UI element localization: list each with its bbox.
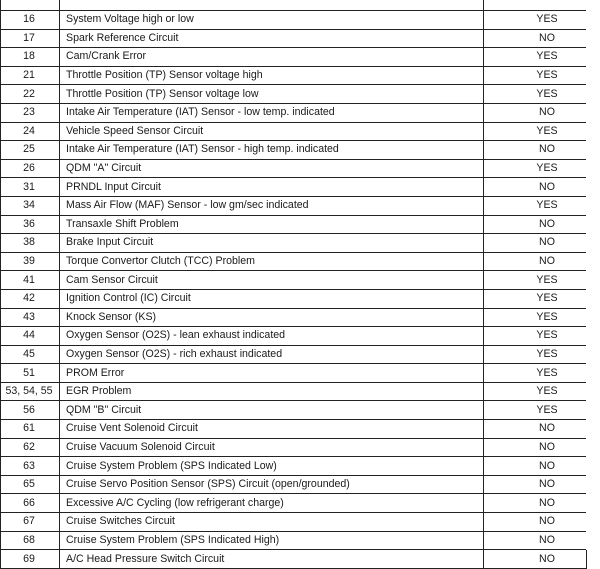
description-cell: Excessive A/C Cycling (low refrigerant charge) (60, 494, 484, 513)
description-cell: Cam Sensor Circuit (60, 271, 484, 290)
code-cell: 45 (1, 345, 60, 364)
mil-cell: NO (484, 531, 587, 550)
code-cell: 67 (1, 513, 60, 532)
table-row (1, 48, 587, 67)
table-row (1, 29, 587, 48)
code-cell: 61 (1, 420, 60, 439)
mil-cell: YES (484, 308, 587, 327)
code-cell: 41 (1, 271, 60, 290)
table-row (1, 475, 587, 494)
table-row (1, 66, 587, 85)
description-cell: Cruise Vacuum Solenoid Circuit (60, 438, 484, 457)
mil-cell: YES (484, 85, 587, 104)
mil-cell: YES (484, 122, 587, 141)
mil-cell: YES (484, 289, 587, 308)
code-cell: 62 (1, 438, 60, 457)
code-cell: 42 (1, 289, 60, 308)
code-cell: 43 (1, 308, 60, 327)
mil-cell: NO (484, 438, 587, 457)
code-cell: 39 (1, 252, 60, 271)
table-row (1, 382, 587, 401)
mil-cell: YES (484, 11, 587, 30)
mil-cell: NO (484, 513, 587, 532)
description-cell: Cruise System Problem (SPS Indicated Low) (60, 457, 484, 476)
table-row (1, 364, 587, 383)
description-cell: Intake Air Temperature (IAT) Sensor - low temp. indicated (60, 103, 484, 122)
table-row (1, 103, 587, 122)
description-cell: Oxygen Sensor (O2S) - rich exhaust indicated (60, 345, 484, 364)
page-edge (586, 0, 600, 550)
description-cell (60, 0, 484, 11)
description-cell: Throttle Position (TP) Sensor voltage low (60, 85, 484, 104)
code-cell: 18 (1, 48, 60, 67)
description-cell: Throttle Position (TP) Sensor voltage high (60, 66, 484, 85)
code-cell: 53, 54, 55 (1, 382, 60, 401)
mil-cell: NO (484, 141, 587, 160)
table-row (1, 327, 587, 346)
table-row (1, 196, 587, 215)
code-cell: 34 (1, 196, 60, 215)
table-row (1, 513, 587, 532)
table-row (1, 438, 587, 457)
code-cell: 56 (1, 401, 60, 420)
code-cell: 68 (1, 531, 60, 550)
description-cell: EGR Problem (60, 382, 484, 401)
description-cell: Oxygen Sensor (O2S) - lean exhaust indicated (60, 327, 484, 346)
code-cell: 21 (1, 66, 60, 85)
mil-cell: YES (484, 345, 587, 364)
table-row (1, 141, 587, 160)
mil-cell: NO (484, 103, 587, 122)
description-cell: Spark Reference Circuit (60, 29, 484, 48)
code-cell: 16 (1, 11, 60, 30)
description-cell: Intake Air Temperature (IAT) Sensor - high temp. indicated (60, 141, 484, 160)
code-cell: 38 (1, 234, 60, 253)
table-row (1, 178, 587, 197)
mil-cell: NO (484, 457, 587, 476)
table-row (1, 308, 587, 327)
table-row (1, 289, 587, 308)
mil-cell: NO (484, 234, 587, 253)
table-row (1, 494, 587, 513)
description-cell: Cam/Crank Error (60, 48, 484, 67)
table-row (1, 11, 587, 30)
table-row (1, 457, 587, 476)
table-row (1, 0, 587, 11)
code-cell (1, 0, 60, 11)
code-cell: 22 (1, 85, 60, 104)
description-cell: QDM "B" Circuit (60, 401, 484, 420)
code-cell: 26 (1, 159, 60, 178)
mil-cell: NO (484, 420, 587, 439)
description-cell: Knock Sensor (KS) (60, 308, 484, 327)
mil-cell: YES (484, 66, 587, 85)
mil-cell: YES (484, 48, 587, 67)
code-cell: 65 (1, 475, 60, 494)
trouble-code-table-body (1, 0, 587, 568)
mil-cell: YES (484, 196, 587, 215)
description-cell: Cruise Switches Circuit (60, 513, 484, 532)
table-row (1, 215, 587, 234)
mil-cell: NO (484, 475, 587, 494)
table-row (1, 159, 587, 178)
description-cell: Ignition Control (IC) Circuit (60, 289, 484, 308)
mil-cell: YES (484, 327, 587, 346)
description-cell: A/C Head Pressure Switch Circuit (60, 550, 484, 569)
mil-cell (484, 0, 587, 11)
table-row (1, 531, 587, 550)
mil-cell: NO (484, 178, 587, 197)
code-cell: 23 (1, 103, 60, 122)
table-row (1, 345, 587, 364)
description-cell: Vehicle Speed Sensor Circuit (60, 122, 484, 141)
table-row (1, 420, 587, 439)
table-row (1, 234, 587, 253)
table-row (1, 550, 587, 569)
mil-cell: NO (484, 550, 587, 569)
code-cell: 36 (1, 215, 60, 234)
mil-cell: YES (484, 364, 587, 383)
description-cell: Transaxle Shift Problem (60, 215, 484, 234)
mil-cell: NO (484, 29, 587, 48)
description-cell: Torque Convertor Clutch (TCC) Problem (60, 252, 484, 271)
description-cell: PROM Error (60, 364, 484, 383)
description-cell: QDM "A" Circuit (60, 159, 484, 178)
mil-cell: NO (484, 252, 587, 271)
code-cell: 31 (1, 178, 60, 197)
mil-cell: NO (484, 215, 587, 234)
table-row (1, 252, 587, 271)
description-cell: Cruise System Problem (SPS Indicated High) (60, 531, 484, 550)
table-row (1, 85, 587, 104)
mil-cell: YES (484, 401, 587, 420)
table-row (1, 271, 587, 290)
code-cell: 69 (1, 550, 60, 569)
description-cell: System Voltage high or low (60, 11, 484, 30)
description-cell: Cruise Servo Position Sensor (SPS) Circuit (open/grounded) (60, 475, 484, 494)
mil-cell: YES (484, 382, 587, 401)
mil-cell: YES (484, 271, 587, 290)
description-cell: PRNDL Input Circuit (60, 178, 484, 197)
table-row (1, 401, 587, 420)
code-cell: 51 (1, 364, 60, 383)
code-cell: 17 (1, 29, 60, 48)
code-cell: 44 (1, 327, 60, 346)
code-cell: 24 (1, 122, 60, 141)
code-cell: 63 (1, 457, 60, 476)
table-row (1, 122, 587, 141)
description-cell: Mass Air Flow (MAF) Sensor - low gm/sec indicated (60, 196, 484, 215)
code-cell: 66 (1, 494, 60, 513)
code-cell: 25 (1, 141, 60, 160)
description-cell: Cruise Vent Solenoid Circuit (60, 420, 484, 439)
mil-cell: NO (484, 494, 587, 513)
description-cell: Brake Input Circuit (60, 234, 484, 253)
mil-cell: YES (484, 159, 587, 178)
